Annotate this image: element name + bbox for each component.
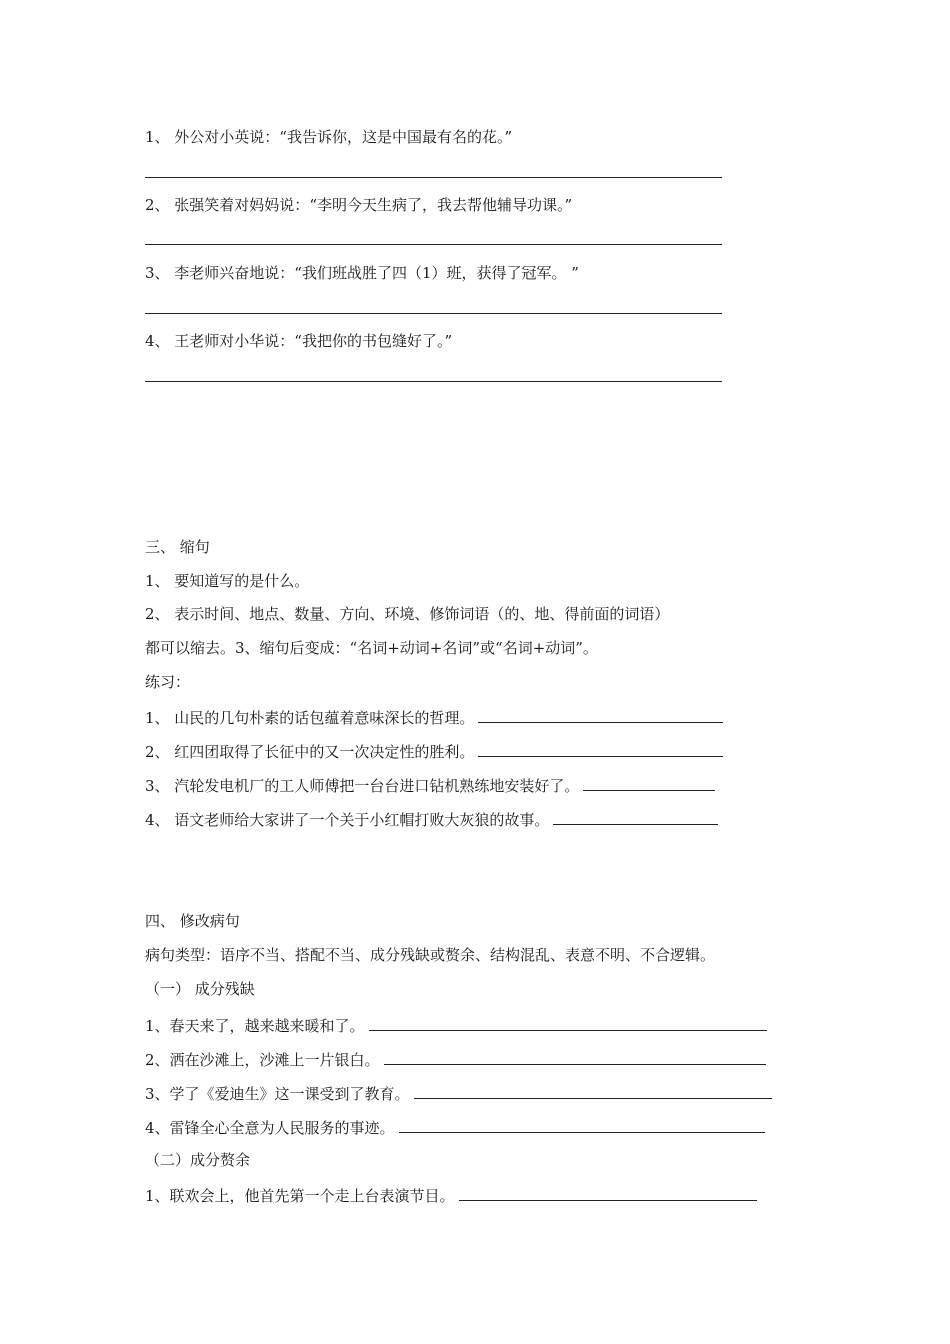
condense-exercise-3 (145, 774, 715, 796)
section-heading-condense: 三、 缩句 (145, 538, 210, 556)
answer-line-q1 (145, 177, 722, 178)
condense-rule-3: 都可以缩去。3、缩句后变成：“名词+动词+名词”或“名词+动词”。 (145, 639, 598, 657)
condense-exercise-2 (145, 740, 723, 762)
condense-exercise-4-text: 4、 语文老师给大家讲了一个关于小红帽打败大灰狼的故事。 (145, 811, 550, 829)
answer-blank[interactable] (553, 808, 718, 825)
exercise-q2: 2、 张强笑着对妈妈说：“李明今天生病了，我去帮他辅导功课。” (145, 196, 573, 214)
answer-blank[interactable] (414, 1082, 772, 1099)
answer-line-q3 (145, 313, 722, 314)
condense-exercise-2-text: 2、 红四团取得了长征中的又一次决定性的胜利。 (145, 743, 475, 761)
correct-exercise-b1 (145, 1184, 757, 1206)
answer-blank[interactable] (369, 1014, 767, 1031)
condense-exercise-3-text: 3、 汽轮发电机厂的工人师傅把一台台进口钻机熟练地安装好了。 (145, 777, 580, 795)
correct-exercise-a3 (145, 1082, 772, 1104)
condense-exercise-1 (145, 706, 723, 728)
exercise-q1: 1、 外公对小英说：“我告诉你，这是中国最有名的花。” (145, 128, 513, 146)
answer-blank[interactable] (478, 740, 723, 757)
error-types: 病句类型：语序不当、搭配不当、成分残缺或赘余、结构混乱、表意不明、不合逻辑。 (145, 946, 716, 964)
correct-exercise-a4-text: 4、雷锋全心全意为人民服务的事迹。 (145, 1119, 395, 1137)
answer-blank[interactable] (384, 1048, 766, 1065)
correct-exercise-a4 (145, 1116, 765, 1138)
subsection-missing: （一） 成分残缺 (145, 980, 255, 998)
exercise-q3: 3、 李老师兴奋地说：“我们班战胜了四（1）班，获得了冠军。 ” (145, 264, 579, 282)
correct-exercise-b1-text: 1、联欢会上，他首先第一个走上台表演节目。 (145, 1187, 455, 1205)
correct-exercise-a3-text: 3、学了《爱迪生》这一课受到了教育。 (145, 1085, 410, 1103)
correct-exercise-a2 (145, 1048, 766, 1070)
answer-blank[interactable] (399, 1116, 765, 1133)
condense-exercise-4 (145, 808, 718, 830)
condense-rule-2: 2、 表示时间、地点、数量、方向、环境、修饰词语（的、地、得前面的词语） (145, 605, 670, 623)
answer-line-q2 (145, 244, 722, 245)
answer-line-q4 (145, 381, 722, 382)
answer-blank[interactable] (478, 706, 723, 723)
correct-exercise-a2-text: 2、洒在沙滩上，沙滩上一片银白。 (145, 1051, 380, 1069)
answer-blank[interactable] (459, 1184, 757, 1201)
condense-exercise-1-text: 1、 山民的几句朴素的话包蕴着意味深长的哲理。 (145, 709, 475, 727)
section-heading-correct: 四、 修改病句 (145, 912, 240, 930)
exercise-q4: 4、 王老师对小华说：“我把你的书包缝好了。” (145, 332, 453, 350)
condense-rule-1: 1、 要知道写的是什么。 (145, 572, 310, 590)
correct-exercise-a1-text: 1、春天来了，越来越来暖和了。 (145, 1017, 365, 1035)
subsection-redundant: （二）成分赘余 (145, 1151, 251, 1169)
answer-blank[interactable] (583, 774, 715, 791)
correct-exercise-a1 (145, 1014, 767, 1036)
practice-label: 练习： (145, 673, 191, 691)
